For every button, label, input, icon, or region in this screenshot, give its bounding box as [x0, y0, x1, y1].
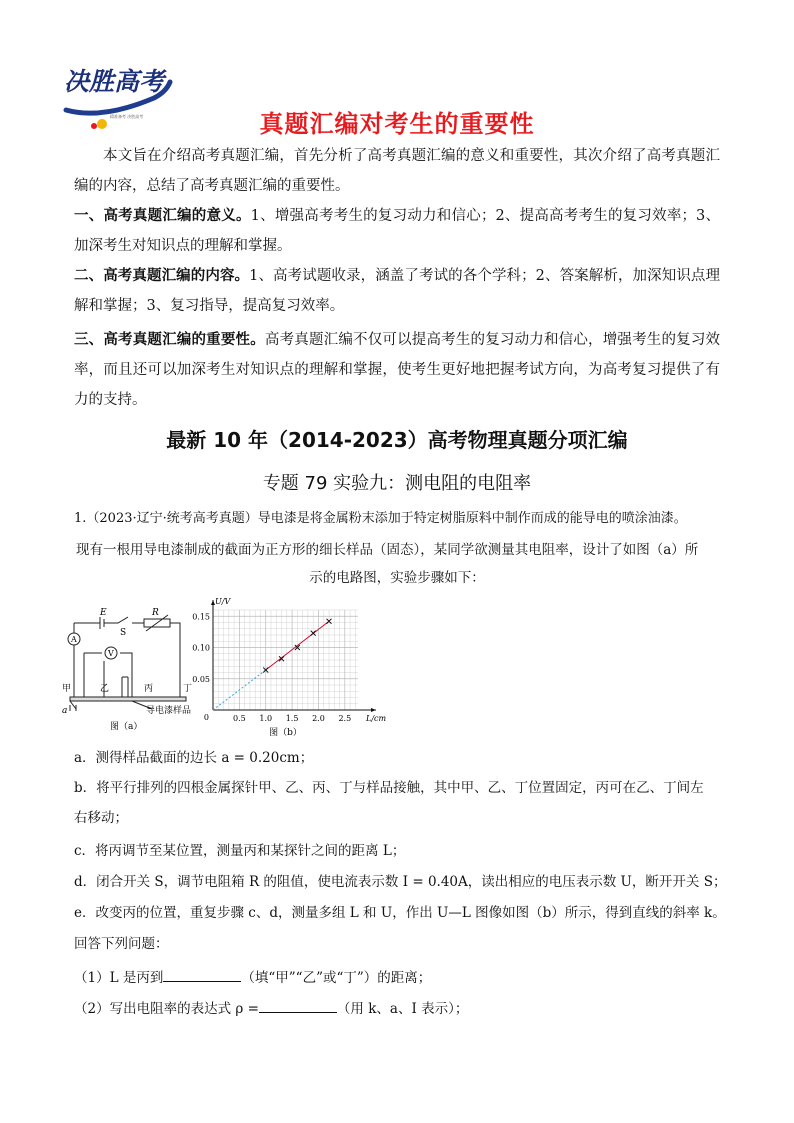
figure-a-caption: 图（a）	[110, 722, 143, 732]
subquestion-1	[74, 967, 431, 988]
label-S: S	[120, 628, 127, 638]
section-body: 高考真题汇编不仅可以提高考生的复习动力和信心，增强考生的复习效率，而且还可以加深考生对知识点的理解和掌握，使考生更好地把握考试方向，为高考复习提供了有力的支持。	[74, 332, 721, 408]
question-stem-line1: 1.（2023·辽宁·统考高考真题）导电漆是将金属粉末添加于特定树脂原料中制作而成的能导电的喷涂油漆。	[74, 511, 687, 526]
chart-grid	[213, 610, 358, 710]
step-b: b．将平行排列的四根金属探针甲、乙、丙、丁与样品接触，其中甲、乙、丁位置固定，丙可在乙、丁间左	[74, 780, 704, 796]
chart-marks	[213, 619, 332, 710]
section-meaning	[74, 201, 720, 261]
origin-label: 0	[203, 713, 209, 722]
x-tick-label: 2.0	[312, 714, 325, 723]
section-body: 1、增强高考考生的复习动力和信心；2、提高高考考生的复习效率；3、加深考生对知识点的理解和掌握。	[74, 208, 720, 254]
x-tick-label: 0.5	[232, 714, 246, 723]
section-importance	[74, 325, 720, 415]
x-tick-label: 1.0	[259, 714, 273, 723]
label-yi: 乙	[100, 684, 110, 694]
section-heading: 一、高考真题汇编的意义。	[74, 208, 251, 224]
question-stem-line2: 现有一根用导电漆制成的截面为正方形的细长样品（固态），某同学欲测量其电阻率，设计了如图（a）所	[76, 542, 699, 558]
subquestion-1-tail: （填“甲”“乙”或“丁”）的距离；	[241, 970, 432, 986]
circuit-diagram	[62, 605, 212, 735]
sample-label: 导电漆样品	[146, 706, 192, 716]
section-body: 1、高考试题收录，涵盖了考试的各个学科；2、答案解析，加深知识点理解和掌握；3、复习指导，提高复习效率。	[74, 268, 721, 314]
chart-axes	[211, 600, 376, 712]
figure-b-caption: 图（b）	[269, 728, 302, 738]
y-axis-label: U/V	[215, 597, 231, 606]
subquestion-1-text: （1）L 是丙到	[74, 970, 164, 986]
question-stem-line3: 示的电路图，实验步骤如下：	[309, 570, 485, 586]
page-title: 真题汇编对考生的重要性	[259, 110, 535, 138]
intro-paragraph: 本文旨在介绍高考真题汇编，首先分析了高考真题汇编的意义和重要性，其次介绍了高考真题汇编的内容，总结了高考真题汇编的重要性。	[74, 148, 720, 194]
step-c: c．将丙调节至某位置，测量丙和某探针之间的距离 L；	[74, 843, 406, 859]
main-title: 最新 10 年（2014-2023）高考物理真题分项汇编	[166, 428, 628, 452]
y-tick-label: 0.10	[192, 643, 210, 653]
answer-blank-1[interactable]	[163, 967, 241, 982]
x-axis-label: L/cm	[366, 714, 387, 723]
label-E: E	[100, 608, 107, 618]
logo-small-text: 精准备考 决胜高考	[110, 114, 144, 119]
section-heading: 二、高考真题汇编的内容。	[74, 268, 250, 284]
label-ding: 丁	[183, 684, 193, 694]
step-d: d．闭合开关 S，调节电阻箱 R 的阻值，使电流表示数 I = 0.40A，读出相应的电压表示数 U，断开开关 S；	[74, 874, 727, 890]
section-heading: 三、高考真题汇编的重要性。	[74, 332, 265, 348]
x-axis-arrow	[371, 708, 376, 712]
x-tick-label: 2.5	[338, 714, 352, 723]
label-V: V	[108, 649, 114, 658]
label-A: A	[71, 635, 77, 644]
subquestion-2	[74, 998, 468, 1019]
y-tick-label: 0.05	[192, 674, 210, 684]
label-bing: 丙	[144, 684, 154, 694]
answer-prompt: 回答下列问题：	[74, 936, 169, 952]
label-a: a	[62, 706, 68, 716]
ul-chart	[192, 597, 395, 738]
step-b-continued: 右移动；	[74, 810, 128, 826]
logo-text: 决胜高考	[64, 67, 165, 96]
subquestion-2-tail: （用 k、a、I 表示）；	[336, 1001, 469, 1017]
label-jia: 甲	[62, 684, 72, 694]
step-a: a．测得样品截面的边长 a = 0.20cm；	[74, 750, 314, 766]
step-e: e．改变丙的位置，重复步骤 c、d，测量多组 L 和 U，作出 U—L 图像如图（b）所示，得到直线的斜率 k。	[74, 905, 726, 921]
section-content	[74, 261, 720, 321]
y-tick-label: 0.15	[192, 612, 210, 622]
subquestion-2-text: （2）写出电阻率的表达式 ρ =	[74, 1001, 259, 1017]
chart-labels	[192, 597, 386, 738]
topic-subtitle: 专题 79 实验九：测电阻的电阻率	[262, 473, 532, 494]
label-R: R	[152, 608, 159, 618]
x-tick-label: 1.5	[285, 714, 299, 723]
answer-blank-2[interactable]	[259, 998, 337, 1013]
